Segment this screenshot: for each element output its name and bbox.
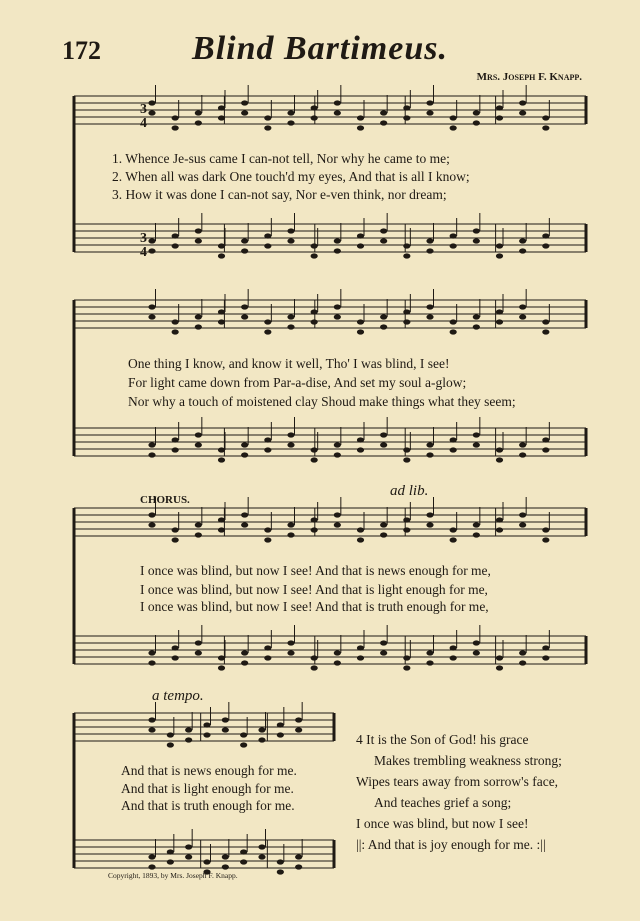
note-head xyxy=(241,314,248,319)
note-head xyxy=(426,660,433,665)
note-head xyxy=(258,854,265,859)
note-head xyxy=(240,732,247,737)
note-head xyxy=(172,329,179,334)
note-head xyxy=(218,655,225,660)
note-head xyxy=(380,324,387,329)
note-head xyxy=(403,319,410,324)
note-head xyxy=(148,512,155,517)
note-head xyxy=(542,447,549,452)
note-head xyxy=(380,120,387,125)
note-head xyxy=(450,243,457,248)
note-head xyxy=(172,115,179,120)
note-head xyxy=(287,442,294,447)
note-head xyxy=(311,447,318,452)
note-head xyxy=(264,645,271,650)
note-head xyxy=(172,447,179,452)
note-head xyxy=(496,655,503,660)
note-head xyxy=(542,537,549,542)
note-head xyxy=(334,304,341,309)
note-head xyxy=(334,452,341,457)
note-head xyxy=(148,522,155,527)
note-head xyxy=(311,527,318,532)
note-head xyxy=(148,864,155,869)
note-head xyxy=(496,447,503,452)
note-head xyxy=(222,717,229,722)
note-head xyxy=(426,522,433,527)
note-head xyxy=(167,742,174,747)
note-head xyxy=(185,727,192,732)
note-head xyxy=(450,115,457,120)
note-head xyxy=(222,864,229,869)
note-head xyxy=(218,517,225,522)
note-head xyxy=(334,442,341,447)
note-head xyxy=(218,253,225,258)
note-head xyxy=(287,522,294,527)
note-head xyxy=(426,110,433,115)
note-head xyxy=(311,115,318,120)
note-head xyxy=(426,248,433,253)
note-head xyxy=(334,110,341,115)
note-head xyxy=(311,655,318,660)
note-head xyxy=(496,665,503,670)
note-head xyxy=(218,319,225,324)
note-head xyxy=(450,537,457,542)
chorus-label: CHORUS. xyxy=(140,494,190,506)
note-head xyxy=(426,442,433,447)
lyric-line: And that is truth enough for me. xyxy=(121,798,295,813)
note-head xyxy=(148,110,155,115)
note-head xyxy=(240,859,247,864)
note-head xyxy=(277,859,284,864)
note-head xyxy=(519,100,526,105)
note-head xyxy=(473,522,480,527)
note-head xyxy=(519,110,526,115)
note-head xyxy=(148,238,155,243)
hymn-title: Blind Bartimeus. xyxy=(192,30,448,67)
note-head xyxy=(172,537,179,542)
note-head xyxy=(172,319,179,324)
note-head xyxy=(519,238,526,243)
note-head xyxy=(403,517,410,522)
note-head xyxy=(334,522,341,527)
note-head xyxy=(295,854,302,859)
note-head xyxy=(357,115,364,120)
note-head xyxy=(450,319,457,324)
note-head xyxy=(241,442,248,447)
note-head xyxy=(403,243,410,248)
note-head xyxy=(167,859,174,864)
note-head xyxy=(496,517,503,522)
note-head xyxy=(426,238,433,243)
note-head xyxy=(241,110,248,115)
note-head xyxy=(357,437,364,442)
note-head xyxy=(357,645,364,650)
note-head xyxy=(473,110,480,115)
composer-credit: Mrs. Joseph F. Knapp. xyxy=(476,71,582,83)
note-head xyxy=(148,452,155,457)
note-head xyxy=(380,650,387,655)
note-head xyxy=(287,238,294,243)
note-head xyxy=(148,442,155,447)
note-head xyxy=(264,233,271,238)
note-head xyxy=(258,737,265,742)
note-head xyxy=(426,452,433,457)
note-head xyxy=(542,233,549,238)
lyric-line: I once was blind, but now I see! And that is truth enough for me, xyxy=(140,599,489,614)
note-head xyxy=(357,319,364,324)
note-head xyxy=(185,854,192,859)
note-head xyxy=(287,120,294,125)
verse-line: Makes trembling weakness strong; xyxy=(374,753,562,768)
verse-line: Wipes tears away from sorrow's face, xyxy=(356,774,559,789)
note-head xyxy=(403,655,410,660)
ad-lib-marking: ad lib. xyxy=(390,483,429,499)
note-head xyxy=(172,527,179,532)
lyric-line: I once was blind, but now I see! And that is light enough for me, xyxy=(140,582,488,597)
note-head xyxy=(148,727,155,732)
note-head xyxy=(450,437,457,442)
note-head xyxy=(258,844,265,849)
note-head xyxy=(195,314,202,319)
note-head xyxy=(450,645,457,650)
note-head xyxy=(473,228,480,233)
note-head xyxy=(426,314,433,319)
note-head xyxy=(334,248,341,253)
note-head xyxy=(473,432,480,437)
note-head xyxy=(195,650,202,655)
note-head xyxy=(380,432,387,437)
note-head xyxy=(185,844,192,849)
note-head xyxy=(519,314,526,319)
time-sig-bottom: 4 xyxy=(140,116,147,131)
note-head xyxy=(496,457,503,462)
note-head xyxy=(172,233,179,238)
note-head xyxy=(496,243,503,248)
note-head xyxy=(287,432,294,437)
note-head xyxy=(148,100,155,105)
note-head xyxy=(542,329,549,334)
note-head xyxy=(403,447,410,452)
note-head xyxy=(218,309,225,314)
note-head xyxy=(241,248,248,253)
note-head xyxy=(148,854,155,859)
note-head xyxy=(203,732,210,737)
note-head xyxy=(172,125,179,130)
verse-line: I once was blind, but now I see! xyxy=(356,816,529,831)
lyric-line: And that is news enough for me. xyxy=(121,763,297,778)
note-head xyxy=(311,253,318,258)
note-head xyxy=(450,655,457,660)
note-head xyxy=(450,125,457,130)
note-head xyxy=(403,115,410,120)
note-head xyxy=(148,660,155,665)
time-sig-top-bass: 3 xyxy=(140,231,147,246)
verse-line: 4 It is the Son of God! his grace xyxy=(356,732,529,747)
note-head xyxy=(195,532,202,537)
note-head xyxy=(195,238,202,243)
note-head xyxy=(380,442,387,447)
note-head xyxy=(473,324,480,329)
note-head xyxy=(218,457,225,462)
note-head xyxy=(218,665,225,670)
note-head xyxy=(403,105,410,110)
a-tempo-marking: a tempo. xyxy=(152,688,204,704)
time-sig-bottom-bass: 4 xyxy=(140,245,147,260)
note-head xyxy=(264,115,271,120)
note-head xyxy=(450,329,457,334)
note-head xyxy=(203,722,210,727)
note-head xyxy=(403,309,410,314)
note-head xyxy=(519,522,526,527)
note-head xyxy=(542,243,549,248)
note-head xyxy=(311,243,318,248)
note-head xyxy=(496,319,503,324)
note-head xyxy=(357,233,364,238)
note-head xyxy=(218,447,225,452)
note-head xyxy=(264,329,271,334)
note-head xyxy=(148,304,155,309)
note-head xyxy=(334,660,341,665)
note-head xyxy=(241,304,248,309)
note-head xyxy=(295,864,302,869)
verse-four xyxy=(356,729,562,855)
note-head xyxy=(380,314,387,319)
note-head xyxy=(380,640,387,645)
note-head xyxy=(403,253,410,258)
note-head xyxy=(222,854,229,859)
time-sig-top: 3 xyxy=(140,102,147,117)
note-head xyxy=(542,645,549,650)
note-head xyxy=(542,319,549,324)
note-head xyxy=(519,660,526,665)
note-head xyxy=(450,527,457,532)
note-head xyxy=(473,650,480,655)
verse-line: And teaches grief a song; xyxy=(374,795,512,810)
note-head xyxy=(195,432,202,437)
note-head xyxy=(357,527,364,532)
note-head xyxy=(473,314,480,319)
note-head xyxy=(264,655,271,660)
note-head xyxy=(496,105,503,110)
note-head xyxy=(287,314,294,319)
note-head xyxy=(264,527,271,532)
note-head xyxy=(496,309,503,314)
note-head xyxy=(264,125,271,130)
note-head xyxy=(241,100,248,105)
note-head xyxy=(148,248,155,253)
note-head xyxy=(380,532,387,537)
note-head xyxy=(167,849,174,854)
note-head xyxy=(380,522,387,527)
note-head xyxy=(148,717,155,722)
note-head xyxy=(519,442,526,447)
note-head xyxy=(218,527,225,532)
lyric-line: One thing I know, and know it well, Tho' I was blind, I see! xyxy=(128,356,450,371)
note-head xyxy=(172,243,179,248)
note-head xyxy=(450,233,457,238)
note-head xyxy=(148,650,155,655)
note-head xyxy=(195,324,202,329)
note-head xyxy=(473,238,480,243)
note-head xyxy=(195,442,202,447)
lyric-line: 3. How it was done I can-not say, Nor e-ven think, nor dream; xyxy=(112,187,447,202)
lyric-line: 2. When all was dark One touch'd my eyes, And that is all I know; xyxy=(112,169,470,184)
note-head xyxy=(357,447,364,452)
note-head xyxy=(287,650,294,655)
note-head xyxy=(357,329,364,334)
note-head xyxy=(287,324,294,329)
note-head xyxy=(311,665,318,670)
note-head xyxy=(172,645,179,650)
note-head xyxy=(426,304,433,309)
note-head xyxy=(295,717,302,722)
note-head xyxy=(240,849,247,854)
note-head xyxy=(264,243,271,248)
lyric-line: Nor why a touch of moistened clay Shoud make things what they seem; xyxy=(128,394,516,409)
note-head xyxy=(195,640,202,645)
note-head xyxy=(519,248,526,253)
note-head xyxy=(334,314,341,319)
note-head xyxy=(222,727,229,732)
note-head xyxy=(218,243,225,248)
note-head xyxy=(380,228,387,233)
note-head xyxy=(241,650,248,655)
note-head xyxy=(311,309,318,314)
note-head xyxy=(311,319,318,324)
note-head xyxy=(241,452,248,457)
note-head xyxy=(287,532,294,537)
note-head xyxy=(264,447,271,452)
note-head xyxy=(542,527,549,532)
note-head xyxy=(311,105,318,110)
note-head xyxy=(264,319,271,324)
note-head xyxy=(357,125,364,130)
note-head xyxy=(542,125,549,130)
note-head xyxy=(496,115,503,120)
note-head xyxy=(496,253,503,258)
verse-line: ||: And that is joy enough for me. :|| xyxy=(356,837,546,852)
note-head xyxy=(426,512,433,517)
note-head xyxy=(167,732,174,737)
note-head xyxy=(241,512,248,517)
note-head xyxy=(519,304,526,309)
note-head xyxy=(357,537,364,542)
note-head xyxy=(172,437,179,442)
note-head xyxy=(295,727,302,732)
note-head xyxy=(403,457,410,462)
note-head xyxy=(403,665,410,670)
note-head xyxy=(241,660,248,665)
note-head xyxy=(311,517,318,522)
note-head xyxy=(203,859,210,864)
note-head xyxy=(287,640,294,645)
note-head xyxy=(426,650,433,655)
note-head xyxy=(380,110,387,115)
note-head xyxy=(519,650,526,655)
note-head xyxy=(473,640,480,645)
note-head xyxy=(380,238,387,243)
note-head xyxy=(473,442,480,447)
note-head xyxy=(450,447,457,452)
note-head xyxy=(277,869,284,874)
note-head xyxy=(264,437,271,442)
note-head xyxy=(334,512,341,517)
note-head xyxy=(258,727,265,732)
page-number: 172 xyxy=(62,36,101,65)
lyric-line: 1. Whence Je-sus came I can-not tell, Nor why he came to me; xyxy=(112,151,450,166)
note-head xyxy=(195,522,202,527)
note-head xyxy=(195,228,202,233)
note-head xyxy=(218,115,225,120)
note-head xyxy=(473,532,480,537)
note-head xyxy=(148,314,155,319)
lyric-line: For light came down from Par-a-dise, And set my soul a-glow; xyxy=(128,375,467,390)
copyright-notice: Copyright, 1893, by Mrs. Joseph F. Knapp. xyxy=(108,871,238,880)
note-head xyxy=(311,457,318,462)
note-head xyxy=(496,527,503,532)
note-head xyxy=(287,110,294,115)
note-head xyxy=(218,105,225,110)
note-head xyxy=(403,527,410,532)
note-head xyxy=(334,238,341,243)
note-head xyxy=(357,655,364,660)
note-head xyxy=(241,238,248,243)
note-head xyxy=(519,512,526,517)
note-head xyxy=(519,452,526,457)
note-head xyxy=(334,100,341,105)
note-head xyxy=(185,737,192,742)
note-head xyxy=(264,537,271,542)
note-head xyxy=(240,742,247,747)
note-head xyxy=(195,110,202,115)
note-head xyxy=(334,650,341,655)
note-head xyxy=(195,120,202,125)
note-head xyxy=(287,228,294,233)
lyric-line: And that is light enough for me. xyxy=(121,781,294,796)
note-head xyxy=(241,522,248,527)
note-head xyxy=(172,655,179,660)
note-head xyxy=(473,120,480,125)
note-head xyxy=(426,100,433,105)
lyric-line: I once was blind, but now I see! And that is news enough for me, xyxy=(140,563,491,578)
note-head xyxy=(542,437,549,442)
note-head xyxy=(277,732,284,737)
note-head xyxy=(542,115,549,120)
note-head xyxy=(357,243,364,248)
note-head xyxy=(277,722,284,727)
note-head xyxy=(542,655,549,660)
